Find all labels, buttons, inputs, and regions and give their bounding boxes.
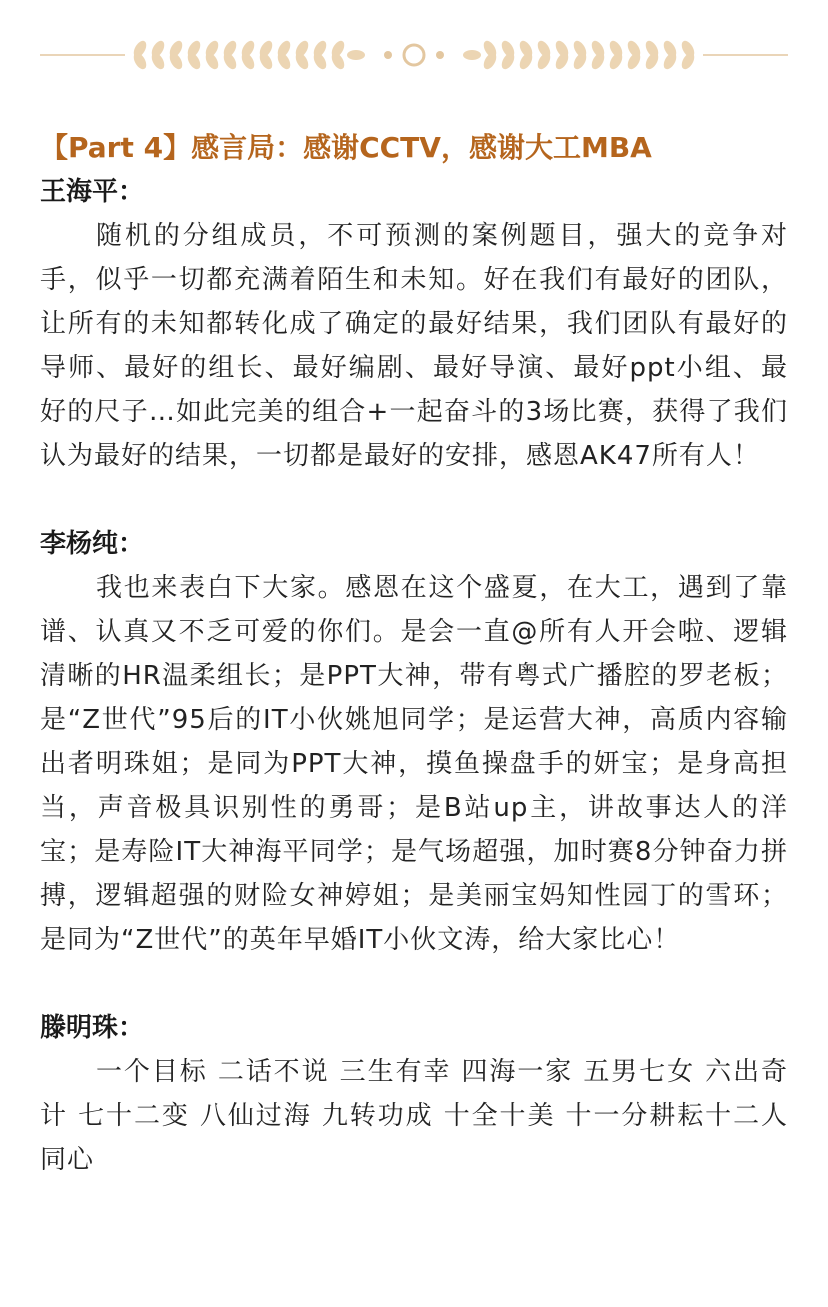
speaker-name: 滕明珠：	[40, 1013, 145, 1043]
article-body	[40, 126, 788, 1182]
section-spacer	[40, 478, 788, 522]
section-spacer	[40, 962, 788, 1006]
speaker-paragraph: 我也来表白下大家。感恩在这个盛夏，在大工，遇到了靠谱、认真又不乏可爱的你们。是会一直@所有人开会啦、逻辑清晰的HR温柔组长；是PPT大神，带有粤式广播腔的罗老板；是“Z世代”95后的IT小伙姚旭同学；是运营大神，高质内容输出者明珠姐；是同为PPT大神，摸鱼操盘手的妍宝；是身高担当，声音极具识别性的勇哥；是B站up主，讲故事达人的洋宝；是寿险IT大神海平同学；是气场超强，加时赛8分钟奋力拼搏，逻辑超强的财险女神婷姐；是美丽宝妈知性园丁的雪环；是同为“Z世代”的英年早婚IT小伙文涛，给大家比心！	[40, 573, 788, 955]
speaker-paragraph: 一个目标 二话不说 三生有幸 四海一家 五男七女 六出奇计 七十二变 八仙过海 九转功成 十全十美 十一分耕耘十二人同心	[40, 1057, 788, 1175]
header-ornament-divider	[0, 0, 828, 110]
speaker-name: 李杨纯：	[40, 529, 145, 559]
speaker-name: 王海平：	[40, 177, 145, 207]
speaker-paragraph: 随机的分组成员，不可预测的案例题目，强大的竞争对手，似乎一切都充满着陌生和未知。好在我们有最好的团队，让所有的未知都转化成了确定的最好结果，我们团队有最好的导师、最好的组长、最好编剧、最好导演、最好ppt小组、最好的尺子…如此完美的组合+一起奋斗的3场比赛，获得了我们认为最好的结果，一切都是最好的安排，感恩AK47所有人！	[40, 221, 788, 471]
part-heading: 【Part 4】感言局：感谢CCTV，感谢大工MBA	[40, 131, 652, 164]
